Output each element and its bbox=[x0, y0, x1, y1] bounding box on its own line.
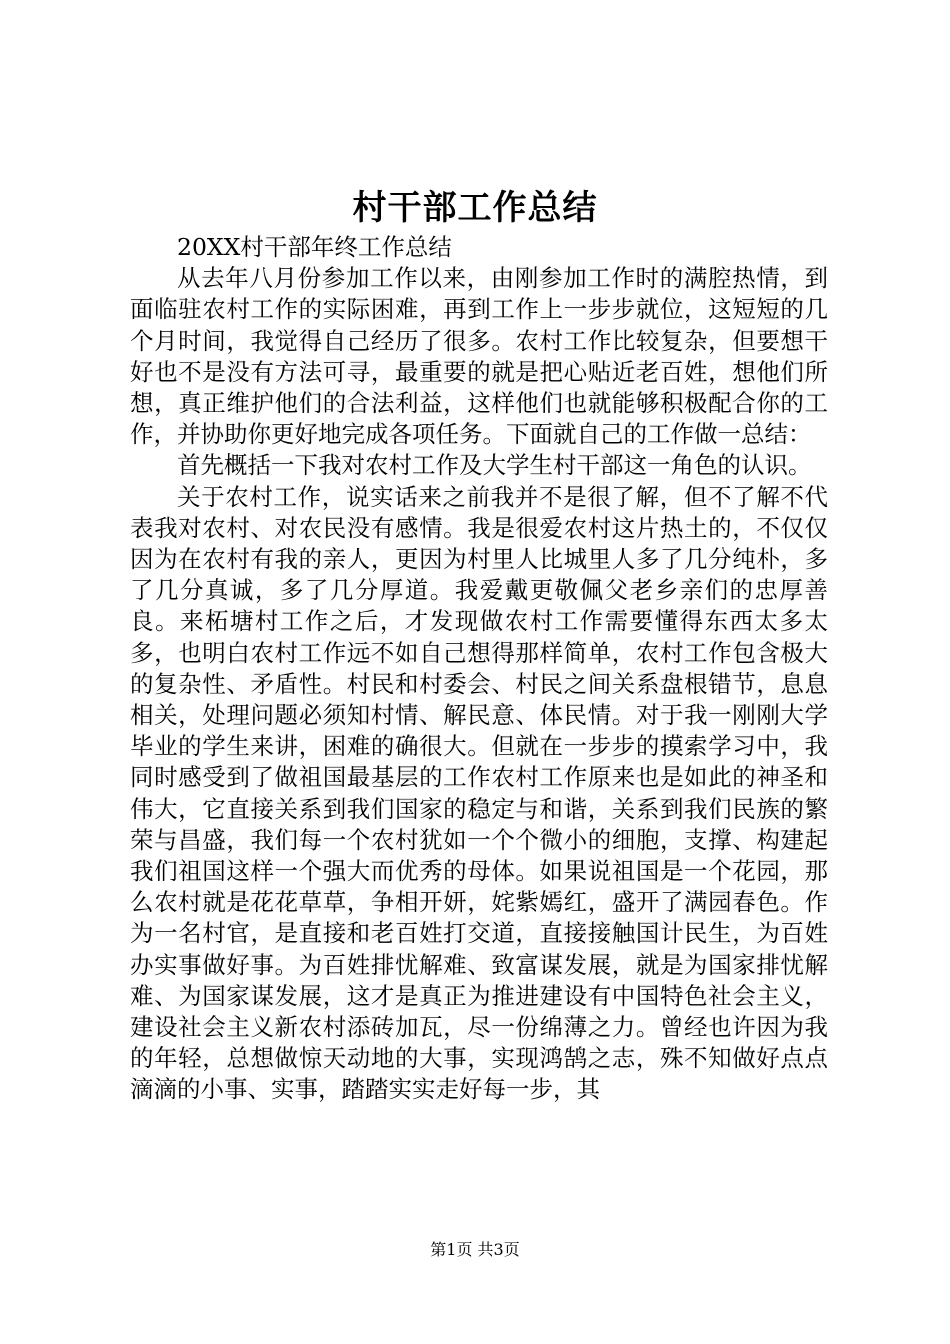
paragraph-intro: 从去年八月份参加工作以来，由刚参加工作时的满腔热情，到面临驻农村工作的实际困难，再到工作上一步步就位，这短短的几个月时间，我觉得自己经历了很多。农村工作比较复杂，但要想干好也不是没有方法可寻，最重要的就是把心贴近老百姓，想他们所想，真正维护他们的合法利益，这样他们也就能够积极配合你的工作，并协助你更好地完成各项任务。下面就自己的工作做一总结： bbox=[130, 264, 828, 449]
document-body bbox=[130, 232, 828, 1106]
paragraph-rural-work: 关于农村工作，说实话来之前我并不是很了解，但不了解不代表我对农村、对农民没有感情。我是很爱农村这片热土的，不仅仅因为在农村有我的亲人，更因为村里人比城里人多了几分纯朴，多了几分真诚，多了几分厚道。我爱戴更敬佩父老乡亲们的忠厚善良。来柘塘村工作之后，才发现做农村工作需要懂得东西太多太多，也明白农村工作远不如自己想得那样简单，农村工作包含极大的复杂性、矛盾性。村民和村委会、村民之间关系盘根错节，息息相关，处理问题必须知村情、解民意、体民情。对于我一刚刚大学毕业的学生来讲，困难的确很大。但就在一步步的摸索学习中，我同时感受到了做祖国最基层的工作农村工作原来也是如此的神圣和伟大，它直接关系到我们国家的稳定与和谐，关系到我们民族的繁荣与昌盛，我们每一个农村犹如一个个微小的细胞，支撑、构建起我们祖国这样一个强大而优秀的母体。如果说祖国是一个花园，那么农村就是花花草草，争相开妍，姹紫嫣红，盛开了满园春色。作为一名村官，是直接和老百姓打交道，直接接触国计民生，为百姓办实事做好事。为百姓排忧解难、致富谋发展，就是为国家排忧解难、为国家谋发展，这才是真正为推进建设有中国特色社会主义，建设社会主义新农村添砖加瓦，尽一份绵薄之力。曾经也许因为我的年轻，总想做惊天动地的大事，实现鸿鹄之志，殊不知做好点点滴滴的小事、实事，踏踏实实走好每一步，其 bbox=[130, 482, 828, 1104]
paragraph-subtitle: 20XX村干部年终工作总结 bbox=[177, 233, 452, 261]
document-title: 村干部工作总结 bbox=[352, 188, 598, 228]
paragraph-overview: 首先概括一下我对农村工作及大学生村干部这一角色的认识。 bbox=[177, 451, 812, 480]
page-number-footer: 第1页 共3页 bbox=[430, 1240, 520, 1259]
